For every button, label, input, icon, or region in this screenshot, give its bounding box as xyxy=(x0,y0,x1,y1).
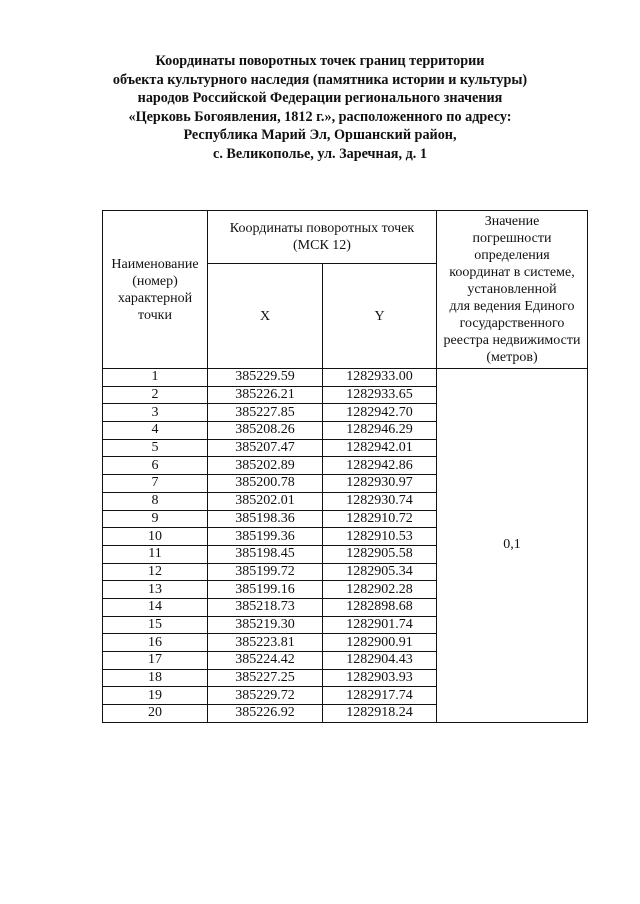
title-line: «Церковь Богоявления, 1812 г.», расположенного по адресу: xyxy=(128,108,512,125)
y-coordinate-cell: 1282898.68 xyxy=(323,598,437,616)
y-coordinate-cell: 1282930.97 xyxy=(323,475,437,493)
title-line: Республика Марий Эл, Оршанский район, xyxy=(183,127,457,144)
point-number-cell: 11 xyxy=(103,545,208,563)
x-coordinate-cell: 385202.89 xyxy=(208,457,323,475)
title-line: народов Российской Федерации регионального значения xyxy=(137,90,503,107)
header-coordinates: Координаты поворотных точек (МСК 12) xyxy=(208,211,437,264)
point-number-cell: 13 xyxy=(103,581,208,599)
x-coordinate-cell: 385224.42 xyxy=(208,652,323,670)
y-coordinate-cell: 1282910.53 xyxy=(323,528,437,546)
y-coordinate-cell: 1282917.74 xyxy=(323,687,437,705)
y-coordinate-cell: 1282900.91 xyxy=(323,634,437,652)
y-coordinate-cell: 1282942.01 xyxy=(323,439,437,457)
header-point-name: Наименование (номер) характерной точки xyxy=(103,211,208,369)
title-line: объекта культурного наследия (памятника истории и культуры) xyxy=(112,71,528,88)
title-line: Координаты поворотных точек границ территории xyxy=(155,53,485,69)
point-number-cell: 19 xyxy=(103,687,208,705)
document-title xyxy=(0,52,640,164)
x-coordinate-cell: 385200.78 xyxy=(208,475,323,493)
point-number-cell: 8 xyxy=(103,492,208,510)
point-number-cell: 10 xyxy=(103,528,208,546)
x-coordinate-cell: 385202.01 xyxy=(208,492,323,510)
point-number-cell: 1 xyxy=(103,369,208,387)
table-row xyxy=(103,369,588,387)
x-coordinate-cell: 385199.36 xyxy=(208,528,323,546)
x-coordinate-cell: 385227.85 xyxy=(208,404,323,422)
y-coordinate-cell: 1282933.65 xyxy=(323,386,437,404)
point-number-cell: 5 xyxy=(103,439,208,457)
point-number-cell: 15 xyxy=(103,616,208,634)
point-number-cell: 3 xyxy=(103,404,208,422)
y-coordinate-cell: 1282933.00 xyxy=(323,369,437,387)
point-number-cell: 4 xyxy=(103,422,208,440)
point-number-cell: 9 xyxy=(103,510,208,528)
point-number-cell: 7 xyxy=(103,475,208,493)
point-number-cell: 20 xyxy=(103,705,208,723)
x-coordinate-cell: 385229.59 xyxy=(208,369,323,387)
header-x: X xyxy=(208,264,323,369)
point-number-cell: 2 xyxy=(103,386,208,404)
y-coordinate-cell: 1282910.72 xyxy=(323,510,437,528)
x-coordinate-cell: 385229.72 xyxy=(208,687,323,705)
y-coordinate-cell: 1282930.74 xyxy=(323,492,437,510)
point-number-cell: 6 xyxy=(103,457,208,475)
y-coordinate-cell: 1282942.70 xyxy=(323,404,437,422)
point-number-cell: 12 xyxy=(103,563,208,581)
table-body xyxy=(103,369,588,723)
x-coordinate-cell: 385218.73 xyxy=(208,598,323,616)
y-coordinate-cell: 1282904.43 xyxy=(323,652,437,670)
title-line: с. Великополье, ул. Заречная, д. 1 xyxy=(213,145,427,162)
x-coordinate-cell: 385208.26 xyxy=(208,422,323,440)
header-accuracy: Значение погрешности определения координат в системе, установленной для ведения Единого государственного реестра недвижимости (метров) xyxy=(437,211,588,369)
x-coordinate-cell: 385226.21 xyxy=(208,386,323,404)
point-number-cell: 17 xyxy=(103,652,208,670)
point-number-cell: 18 xyxy=(103,669,208,687)
x-coordinate-cell: 385226.92 xyxy=(208,705,323,723)
x-coordinate-cell: 385223.81 xyxy=(208,634,323,652)
x-coordinate-cell: 385198.45 xyxy=(208,545,323,563)
y-coordinate-cell: 1282901.74 xyxy=(323,616,437,634)
y-coordinate-cell: 1282942.86 xyxy=(323,457,437,475)
x-coordinate-cell: 385227.25 xyxy=(208,669,323,687)
y-coordinate-cell: 1282903.93 xyxy=(323,669,437,687)
coordinates-table xyxy=(102,210,588,723)
x-coordinate-cell: 385199.72 xyxy=(208,563,323,581)
x-coordinate-cell: 385198.36 xyxy=(208,510,323,528)
header-y: Y xyxy=(323,264,437,369)
y-coordinate-cell: 1282905.58 xyxy=(323,545,437,563)
y-coordinate-cell: 1282918.24 xyxy=(323,705,437,723)
point-number-cell: 14 xyxy=(103,598,208,616)
y-coordinate-cell: 1282905.34 xyxy=(323,563,437,581)
y-coordinate-cell: 1282946.29 xyxy=(323,422,437,440)
x-coordinate-cell: 385219.30 xyxy=(208,616,323,634)
y-coordinate-cell: 1282902.28 xyxy=(323,581,437,599)
point-number-cell: 16 xyxy=(103,634,208,652)
x-coordinate-cell: 385207.47 xyxy=(208,439,323,457)
x-coordinate-cell: 385199.16 xyxy=(208,581,323,599)
accuracy-value-cell: 0,1 xyxy=(437,369,588,723)
